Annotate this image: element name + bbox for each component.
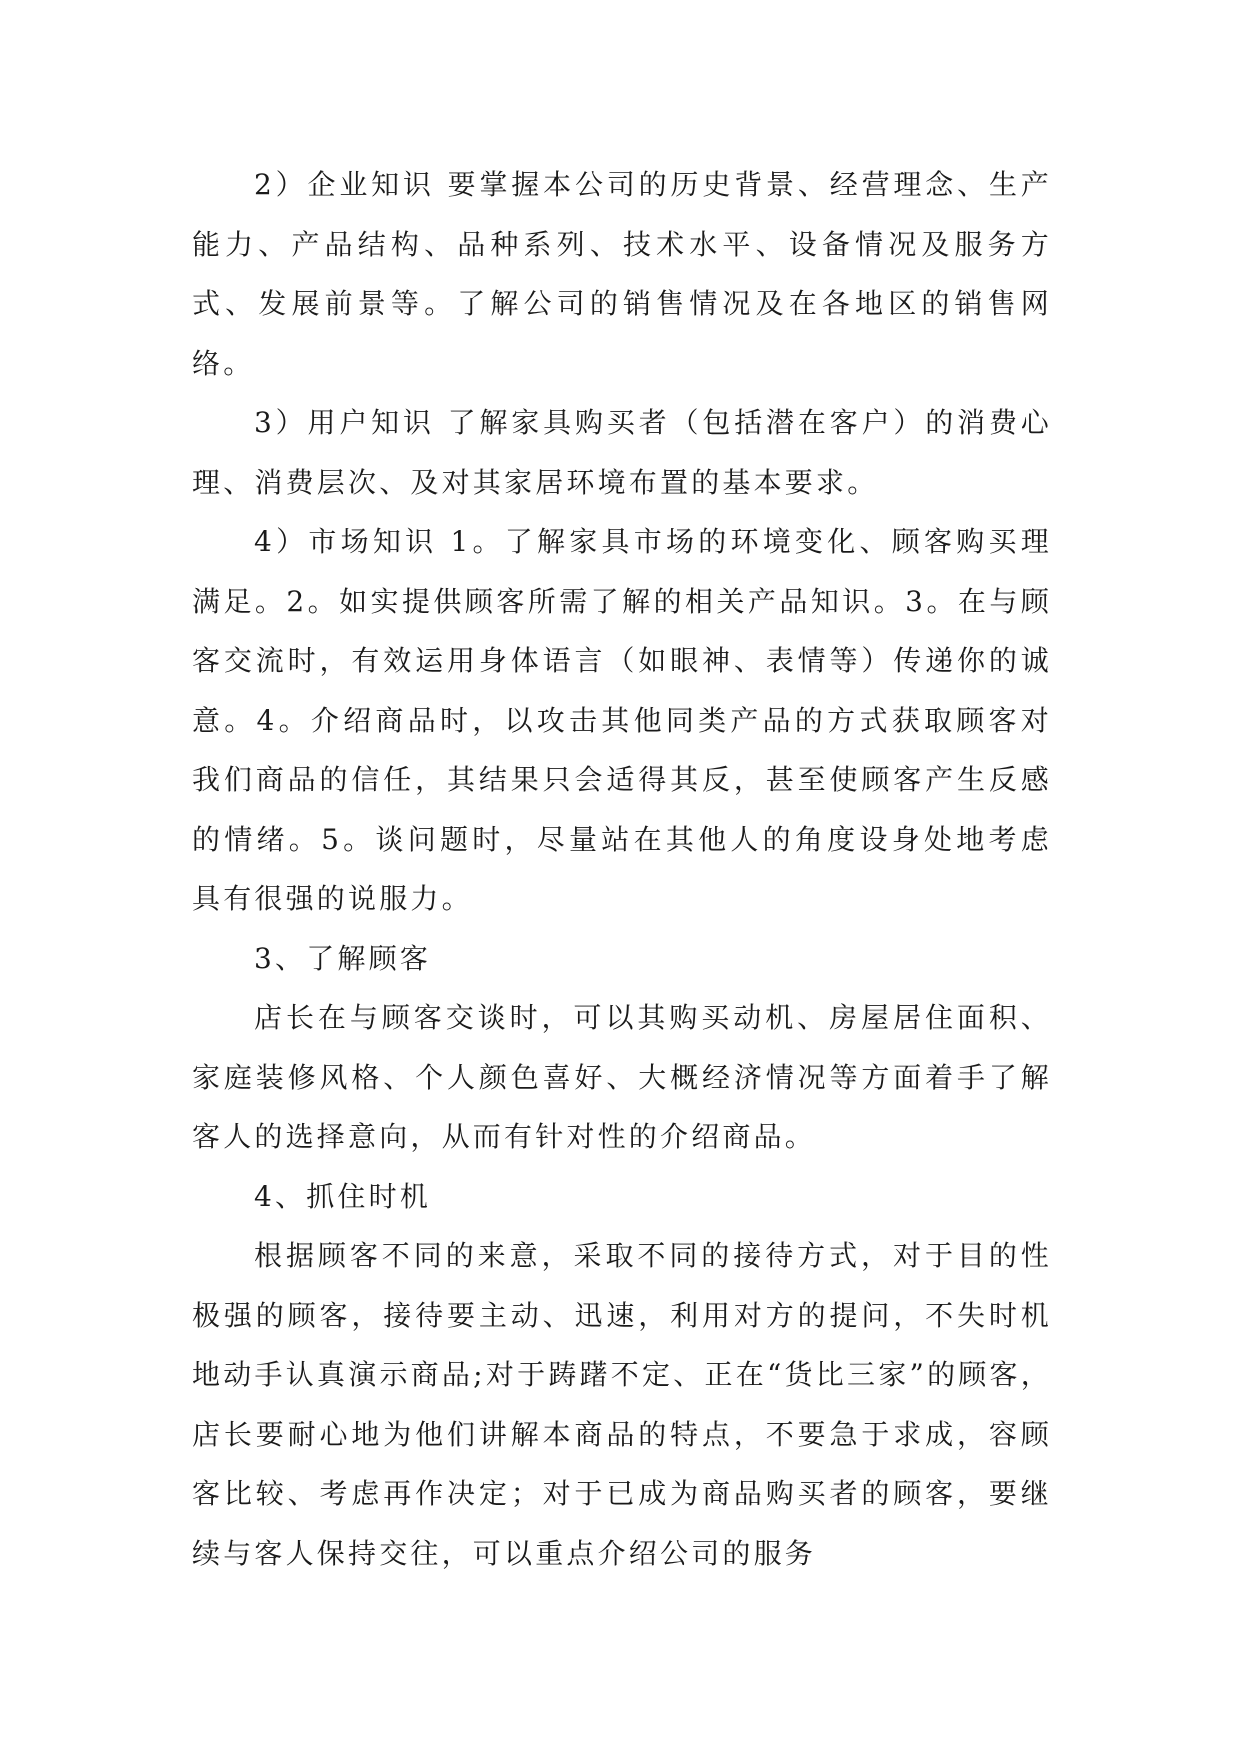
- heading-understand-customers: 3、了解顾客: [254, 941, 432, 975]
- paragraph-store-manager: 店长在与顾客交谈时，可以其购买动机、房屋居住面积、家庭装修风格、个人颜色喜好、大概经济情况等方面着手了解客人的选择意向，从而有针对性的介绍商品。: [192, 1001, 1052, 1153]
- heading-seize-opportunity: 4、抓住时机: [254, 1179, 432, 1213]
- paragraph-enterprise-knowledge: 2）企业知识 要掌握本公司的历史背景、经营理念、生产能力、产品结构、品种系列、技术水平、设备情况及服务方式、发展前景等。了解公司的销售情况及在各地区的销售网络。: [192, 168, 1052, 380]
- paragraph-user-knowledge: 3）用户知识 了解家具购买者（包括潜在客户）的消费心理、消费层次、及对其家居环境布置的基本要求。: [192, 406, 1052, 499]
- paragraph-market-knowledge: 4）市场知识 1。了解家具市场的环境变化、顾客购买理满足。2。如实提供顾客所需了解的相关产品知识。3。在与顾客交流时，有效运用身体语言（如眼神、表情等）传递你的诚意。4。介绍商品时，以攻击其他同类产品的方式获取顾客对我们商品的信任，其结果只会适得其反，甚至使顾客产生反感的情绪。5。谈问题时，尽量站在其他人的角度设身处地考虑具有很强的说服力。: [192, 525, 1052, 915]
- document-body: [192, 155, 1052, 1583]
- paragraph-reception-methods: 根据顾客不同的来意，采取不同的接待方式，对于目的性极强的顾客，接待要主动、迅速，利用对方的提问，不失时机地动手认真演示商品;对于踌躇不定、正在“货比三家”的顾客，店长要耐心地为他们讲解本商品的特点，不要急于求成，容顾客比较、考虑再作决定；对于已成为商品购买者的顾客，要继续与客人保持交往，可以重点介绍公司的服务: [192, 1239, 1052, 1570]
